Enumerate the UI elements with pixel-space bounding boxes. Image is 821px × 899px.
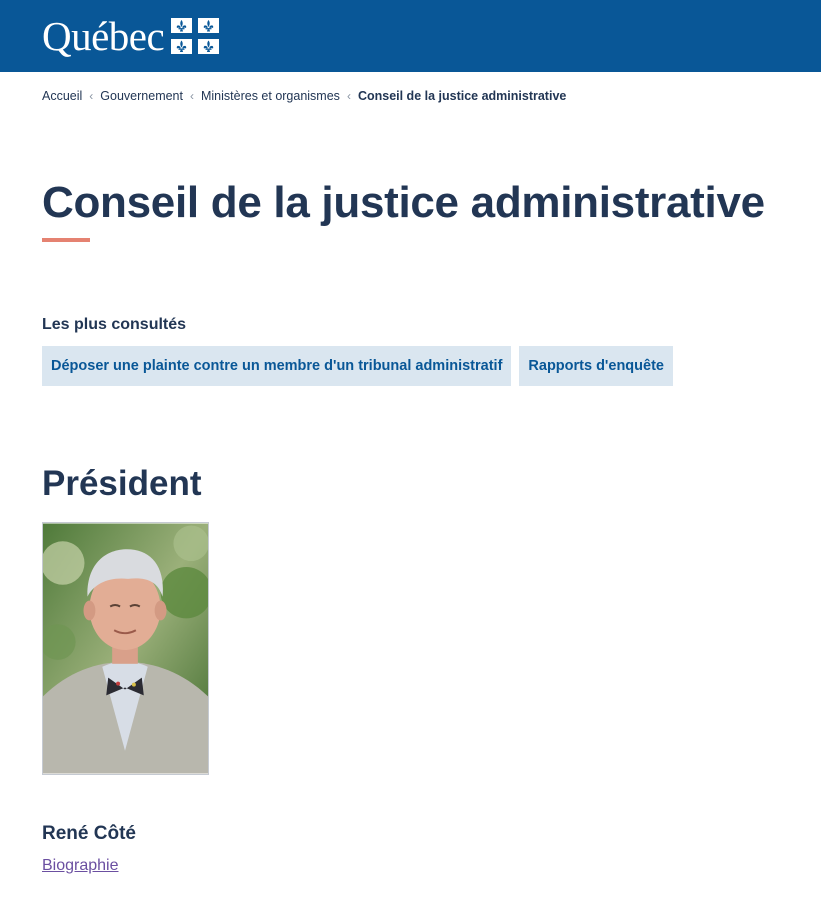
- president-name: René Côté: [42, 823, 136, 844]
- breadcrumb-link-ministeres[interactable]: Ministères et organismes: [200, 89, 340, 103]
- title-accent-bar: [42, 238, 90, 242]
- popular-link-rapports-enquete[interactable]: Rapports d'enquête: [519, 346, 673, 386]
- portrait-photo: [42, 522, 209, 775]
- chevron-left-icon: ‹: [346, 89, 351, 103]
- breadcrumb-current: Conseil de la justice administrative: [357, 89, 567, 103]
- president-heading: Président: [42, 464, 202, 503]
- fleurdelise-flag-icon: [171, 18, 219, 54]
- popular-heading: Les plus consultés: [42, 316, 187, 333]
- breadcrumb-link-accueil[interactable]: Accueil: [42, 89, 83, 103]
- breadcrumb-link-gouvernement[interactable]: Gouvernement: [100, 89, 183, 103]
- breadcrumb: [42, 89, 566, 103]
- chevron-left-icon: ‹: [189, 89, 194, 103]
- page-title: Conseil de la justice administrative: [42, 178, 765, 227]
- biographie-link[interactable]: Biographie: [42, 857, 119, 874]
- top-bar: [0, 0, 821, 72]
- popular-links: [42, 346, 681, 386]
- logo-wordmark: Québec: [42, 12, 165, 59]
- popular-link-deposer-plainte[interactable]: Déposer une plainte contre un membre d'un tribunal administratif: [42, 346, 511, 386]
- chevron-left-icon: ‹: [89, 89, 94, 103]
- quebec-logo[interactable]: [42, 13, 219, 59]
